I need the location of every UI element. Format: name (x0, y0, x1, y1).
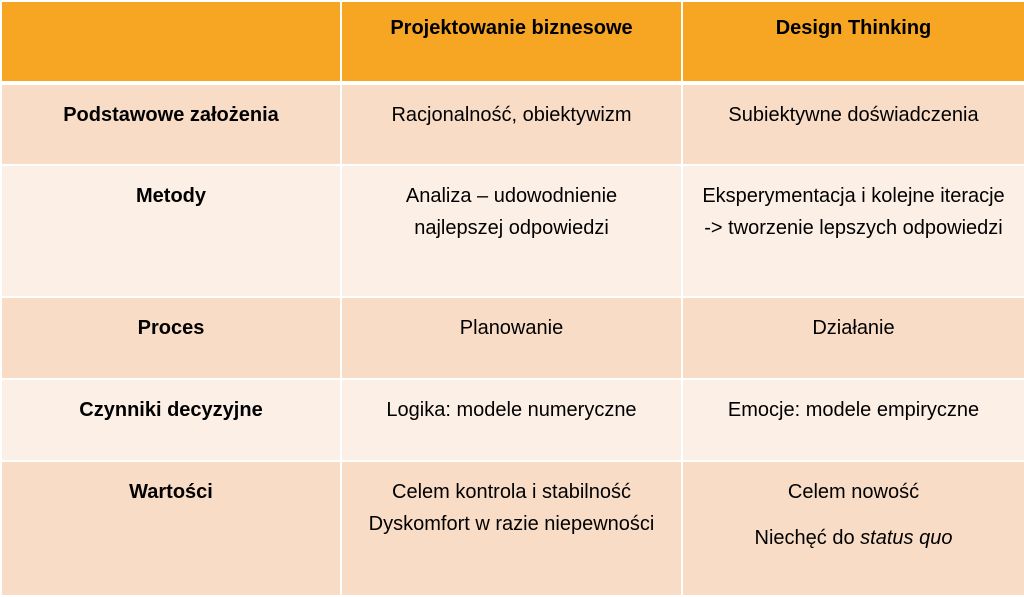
business-line: Celem kontrola i stabilność (392, 481, 631, 503)
row-label: Metody (1, 165, 341, 297)
business-line: Dyskomfort w razie niepewności (368, 513, 655, 535)
row-label: Proces (1, 297, 341, 379)
header-business-design: Projektowanie biznesowe (341, 1, 682, 83)
table-row (1, 297, 1024, 379)
business-cell: Racjonalność, obiektywizm (341, 83, 682, 165)
header-design-thinking: Design Thinking (682, 1, 1024, 83)
header-empty-cell (1, 1, 341, 83)
business-cell: Planowanie (341, 297, 682, 379)
design-thinking-cell (682, 461, 1024, 596)
business-cell (341, 461, 682, 596)
design-line: Niechęć do (754, 527, 855, 549)
design-thinking-cell: Działanie (682, 297, 1024, 379)
table-row (1, 461, 1024, 596)
design-thinking-cell: Eksperymentacja i kolejne iteracje -> tworzenie lepszych odpowiedzi (682, 165, 1024, 297)
table-row (1, 165, 1024, 297)
row-label: Podstawowe założenia (1, 83, 341, 165)
design-line-italic: status quo (860, 527, 953, 549)
row-label: Czynniki decyzyjne (1, 379, 341, 461)
table-row (1, 379, 1024, 461)
design-thinking-cell: Emocje: modele empiryczne (682, 379, 1024, 461)
business-cell: Logika: modele numeryczne (341, 379, 682, 461)
design-line: Celem nowość (787, 481, 920, 503)
design-thinking-cell: Subiektywne doświadczenia (682, 83, 1024, 165)
business-cell: Analiza – udowodnienie najlepszej odpowiedzi (341, 165, 682, 297)
row-label: Wartości (1, 461, 341, 596)
table-row (1, 83, 1024, 165)
header-row (1, 1, 1024, 83)
